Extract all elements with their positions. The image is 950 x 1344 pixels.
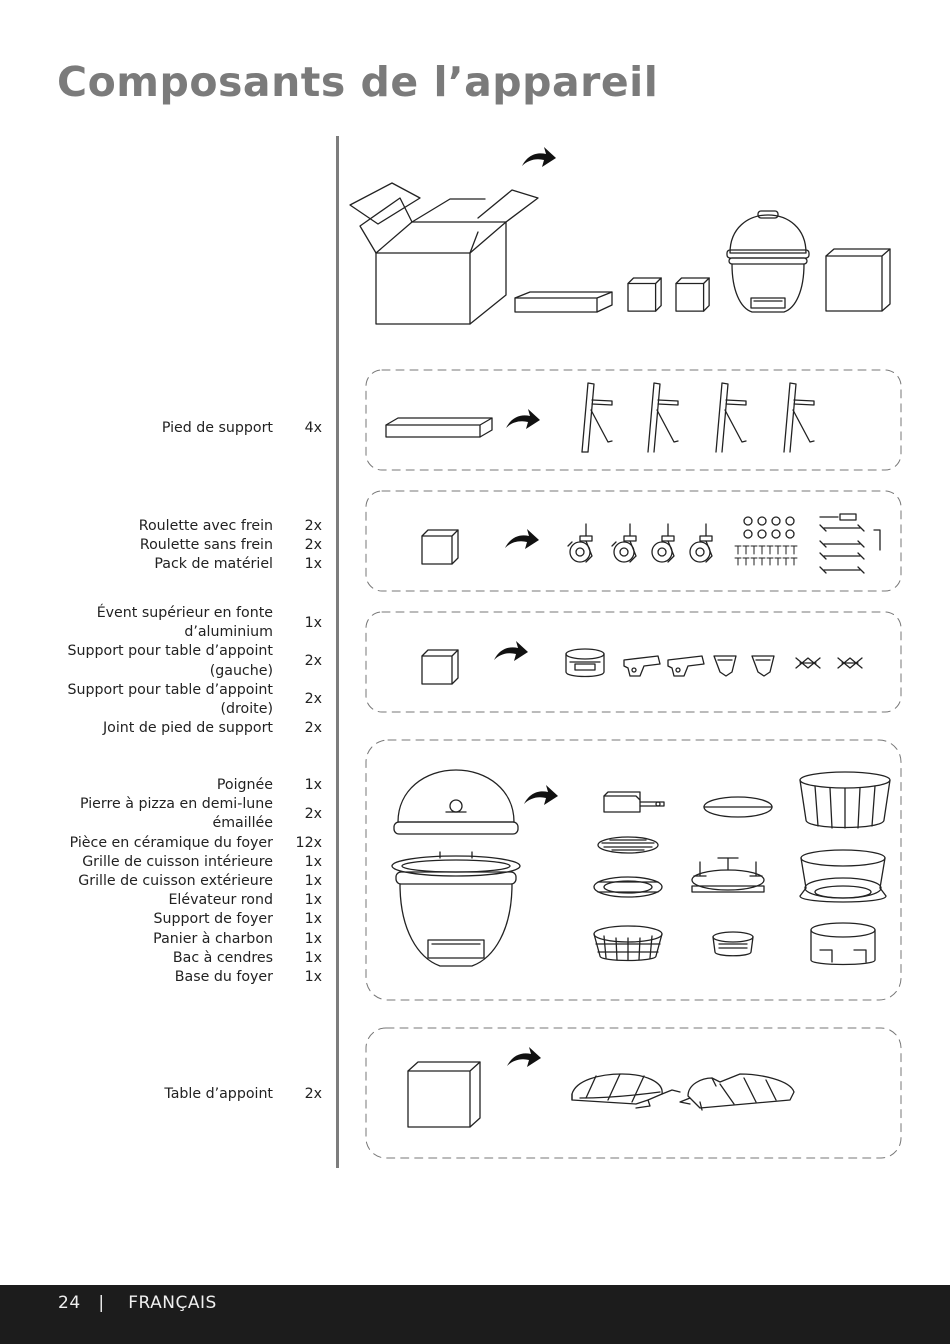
side-table-icon xyxy=(680,1074,794,1110)
list-item: Roulette avec frein 2x xyxy=(138,518,322,534)
screwdriver-icon xyxy=(820,514,856,520)
box-icon xyxy=(422,650,458,684)
list-item: Pièce en céramique du foyer 12x xyxy=(69,834,322,851)
list-item: Support pour table d’appoint (gauche) 2x xyxy=(67,643,322,679)
box-icon xyxy=(422,530,458,564)
small-box-icon xyxy=(676,278,709,311)
table-bracket-right-icon xyxy=(714,656,736,676)
table-bracket-right-icon xyxy=(752,656,774,676)
pizza-stone-icon xyxy=(704,797,772,817)
frame-vents xyxy=(366,612,901,712)
leg-joint-icon xyxy=(838,658,862,668)
list-item: Pack de matériel 1x xyxy=(154,556,322,573)
arrow-icon xyxy=(506,409,540,429)
list-item: Elévateur rond 1x xyxy=(168,892,322,909)
list-item: Grille de cuisson intérieure 1x xyxy=(82,853,322,870)
open-box-icon xyxy=(350,183,538,324)
page-footer xyxy=(0,1285,950,1344)
small-box-icon xyxy=(628,278,661,311)
list-item: Table d’appoint 2x xyxy=(164,1086,322,1102)
stand-leg-icon xyxy=(648,383,678,452)
wrench-icon xyxy=(820,525,864,573)
arrow-icon xyxy=(524,785,558,805)
kamado-grill-icon xyxy=(727,211,809,312)
table-bracket-left-icon xyxy=(624,656,660,676)
box-icon xyxy=(408,1062,480,1127)
leg-joint-icon xyxy=(796,658,820,668)
list-item: Pied de support 4x xyxy=(161,420,322,436)
list-item: Grille de cuisson extérieure 1x xyxy=(78,873,322,890)
arrow-icon xyxy=(522,147,556,167)
ceramic-firebox-icon xyxy=(800,772,890,828)
list-item: Bac à cendres 1x xyxy=(172,949,322,966)
large-box-icon xyxy=(826,249,890,311)
outer-grate-icon xyxy=(594,877,662,897)
caster-icon xyxy=(690,524,712,562)
firebox-bracket-icon xyxy=(692,858,764,892)
inner-grate-icon xyxy=(598,837,658,853)
fire-bowl-icon xyxy=(800,850,886,902)
list-item: Panier à charbon 1x xyxy=(153,930,322,947)
list-item: Joint de pied de support 2x xyxy=(102,720,322,737)
flat-box-icon xyxy=(515,292,612,312)
stand-leg-icon xyxy=(582,383,612,452)
table-bracket-left-icon xyxy=(668,656,704,676)
page-number: 24 xyxy=(58,1293,81,1313)
list-item: Base du foyer 1x xyxy=(174,969,322,986)
hardware-bolts-icon xyxy=(735,546,797,565)
list-item: Poignée 1x xyxy=(216,777,322,793)
arrow-icon xyxy=(505,529,539,549)
ash-tray-icon xyxy=(713,932,753,956)
caster-icon xyxy=(612,524,636,562)
caster-icon xyxy=(568,524,592,562)
frame-side-table xyxy=(366,1028,901,1158)
allen-key-icon xyxy=(874,530,880,550)
footer-language: FRANÇAIS xyxy=(128,1293,217,1313)
hardware-nuts-icon xyxy=(744,517,794,538)
charcoal-basket-icon xyxy=(594,926,662,961)
handle-icon xyxy=(604,792,664,812)
footer-separator: | xyxy=(98,1293,105,1313)
caster-icon xyxy=(652,524,674,562)
list-item: Support de foyer 1x xyxy=(153,911,322,928)
stand-leg-icon xyxy=(784,383,814,452)
arrow-icon xyxy=(494,641,528,661)
list-item: Roulette sans frein 2x xyxy=(139,537,322,554)
frame-stand-legs xyxy=(366,370,901,470)
stand-leg-icon xyxy=(716,383,746,452)
list-item: Support pour table d’appoint (droite) 2x xyxy=(67,681,322,718)
flat-box-icon xyxy=(386,418,492,437)
top-vent-icon xyxy=(566,649,604,677)
list-item: Évent supérieur en fonte d’aluminium 1x xyxy=(96,605,322,641)
side-table-icon xyxy=(572,1074,680,1108)
firebox-base-icon xyxy=(811,923,875,965)
list-item: Pierre à pizza en demi-lune émaillée 2x xyxy=(79,796,322,832)
kamado-grill-open-icon xyxy=(392,770,520,966)
arrow-icon xyxy=(507,1047,541,1067)
page-title: Composants de l’appareil xyxy=(57,58,659,106)
